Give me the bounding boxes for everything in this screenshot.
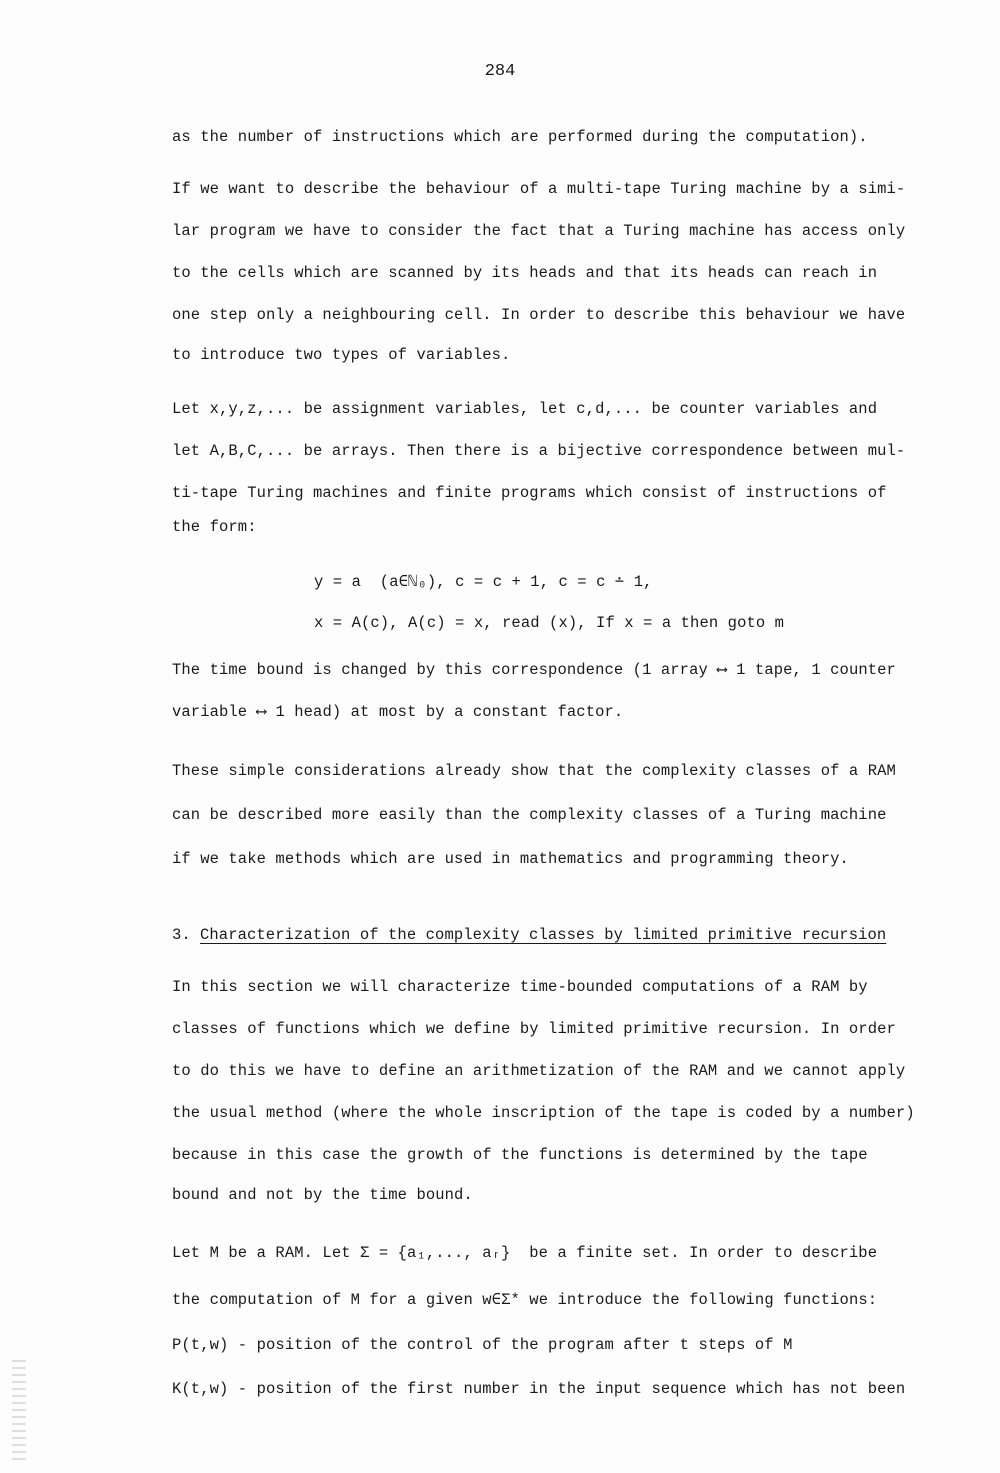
scan-noise (12, 1360, 26, 1460)
text-line: to introduce two types of variables. (172, 346, 511, 364)
section-heading: Characterization of the complexity classes by limited primitive recursion (200, 926, 887, 944)
formula-line: x = A(c), A(c) = x, read (x), If x = a then goto m (314, 614, 785, 632)
text-line: variable ⟷ 1 head) at most by a constant factor. (172, 703, 624, 721)
text-line: the computation of M for a given w∈Σ* we introduce the following functions: (172, 1291, 878, 1309)
text-line: bound and not by the time bound. (172, 1186, 473, 1204)
text-line: the form: (172, 518, 257, 536)
text-line: ti-tape Turing machines and finite programs which consist of instructions of (172, 484, 887, 502)
text-line: one step only a neighbouring cell. In order to describe this behaviour we have (172, 306, 906, 324)
text-line: to do this we have to define an arithmetization of the RAM and we cannot apply (172, 1062, 906, 1080)
formula-line: y = a (a∈ℕ₀), c = c + 1, c = c ∸ 1, (314, 573, 653, 591)
text-line: can be described more easily than the complexity classes of a Turing machine (172, 806, 887, 824)
text-line: P(t,w) - position of the control of the program after t steps of M (172, 1336, 793, 1354)
page-number: 284 (484, 62, 516, 81)
text-line: Let M be a RAM. Let Σ = {a₁,..., aᵣ} be a finite set. In order to describe (172, 1244, 878, 1262)
text-line: These simple considerations already show that the complexity classes of a RAM (172, 762, 896, 780)
text-line: as the number of instructions which are performed during the computation). (172, 128, 868, 146)
text-line: lar program we have to consider the fact that a Turing machine has access only (172, 222, 906, 240)
text-line: the usual method (where the whole inscription of the tape is coded by a number) (172, 1104, 915, 1122)
text-line: In this section we will characterize time-bounded computations of a RAM by (172, 978, 868, 996)
text-line: because in this case the growth of the functions is determined by the tape (172, 1146, 868, 1164)
text-line: to the cells which are scanned by its heads and that its heads can reach in (172, 264, 878, 282)
section-number: 3. (172, 926, 191, 944)
text-line: let A,B,C,... be arrays. Then there is a bijective correspondence between mul- (172, 442, 906, 460)
text-line: if we take methods which are used in mathematics and programming theory. (172, 850, 849, 868)
text-line: classes of functions which we define by limited primitive recursion. In order (172, 1020, 896, 1038)
text-line: K(t,w) - position of the first number in the input sequence which has not been (172, 1380, 906, 1398)
text-line: The time bound is changed by this correspondence (1 array ⟷ 1 tape, 1 counter (172, 661, 896, 679)
text-line: Let x,y,z,... be assignment variables, let c,d,... be counter variables and (172, 400, 878, 418)
text-line: If we want to describe the behaviour of a multi-tape Turing machine by a simi- (172, 180, 906, 198)
